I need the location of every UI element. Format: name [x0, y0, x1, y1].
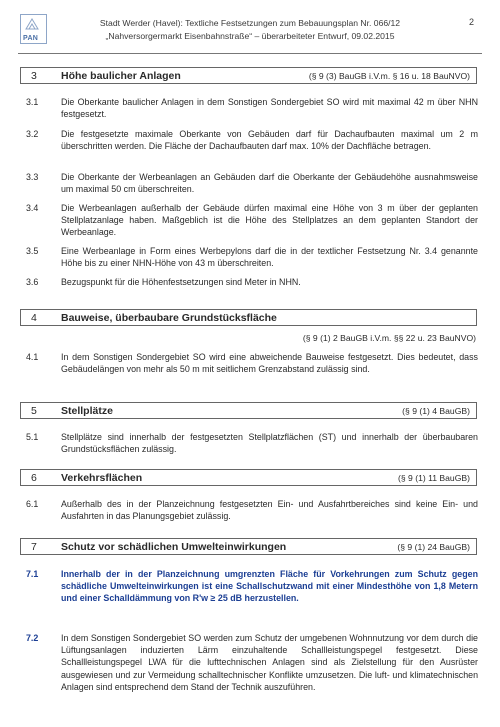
- clause-text: Die Oberkante der Werbeanlagen an Gebäuden darf die Oberkante der Gebäudehöhe ausnahmsweise um maximal 50 cm überschreiten.: [61, 172, 478, 195]
- logo-text: PAN: [23, 35, 39, 42]
- section-number: 6: [31, 472, 37, 484]
- clause-3-3: [26, 171, 478, 195]
- section-reference: (§ 9 (3) BauGB i.V.m. § 16 u. 18 BauNVO): [308, 71, 470, 81]
- section-title: Schutz vor schädlichen Umwelteinwirkungen: [61, 541, 287, 553]
- section-reference: (§ 9 (1) 11 BauGB): [398, 473, 470, 483]
- clause-number: 6.1: [26, 499, 39, 509]
- clause-text: In dem Sonstigen Sondergebiet SO werden zum Schutz der umgebenen Wohnnutzung vor dem durch die Lüftungsanlagen induzierten Lärm einzuhaltende Schallleistungspegel festgesetzt. Diese Schallleistungspegel LWA für die lufttechnischen Anlagen sind als Zielstellung für den Ausrüster ausgewiesen und zur Vermeidung schalltechnischer Konflikte umzusetzen. Die luft- und klimatechnischen Anlagen sind entsprechend dem Stand der Technik auszuführen.: [61, 633, 478, 692]
- clause-text: Die Werbeanlagen außerhalb der Gebäude dürfen maximal eine Höhe von 3 m über der geplanten Stellplatzanlage haben. Maßgeblich ist die Höhe des Stellplatzes an dem geplanten Standort der Werbeanlage.: [61, 203, 478, 238]
- clause-3-5: [26, 245, 478, 269]
- section-3-heading: [20, 67, 477, 84]
- clause-text: Stellplätze sind innerhalb der festgesetzten Stellplatzflächen (ST) und innerhalb der überbaubaren Grundstücksflächen zulässig.: [61, 432, 478, 455]
- section-reference: (§ 9 (1) 4 BauGB): [402, 406, 470, 416]
- header-line-2: „Nahversorgermarkt Eisenbahnstraße“ – überarbeiteter Entwurf, 09.02.2015: [105, 31, 395, 41]
- clause-number: 7.1: [26, 569, 39, 579]
- section-title: Bauweise, überbaubare Grundstücksfläche: [61, 312, 277, 324]
- clause-3-4: [26, 202, 478, 239]
- clause-3-1: [26, 96, 478, 120]
- section-6-heading: [20, 469, 477, 486]
- clause-number: 3.4: [26, 203, 39, 213]
- section-reference: (§ 9 (1) 24 BauGB): [397, 542, 470, 552]
- clause-number: 3.6: [26, 277, 39, 287]
- clause-3-6: [26, 276, 478, 288]
- section-number: 3: [31, 70, 37, 82]
- logo-mark-icon: [25, 18, 39, 30]
- clause-number: 7.2: [26, 633, 39, 643]
- section-4-heading: [20, 309, 477, 326]
- clause-6-1: [26, 498, 478, 522]
- header-line-1: Stadt Werder (Havel): Textliche Festsetzungen zum Bebauungsplan Nr. 066/12: [99, 18, 401, 28]
- clause-text: Die Oberkante baulicher Anlagen in dem Sonstigen Sondergebiet SO wird mit maximal 42 m über NHN festgesetzt.: [61, 97, 478, 120]
- clause-number: 4.1: [26, 352, 39, 362]
- clause-number: 3.5: [26, 246, 39, 256]
- clause-7-2: [26, 632, 478, 693]
- clause-number: 3.1: [26, 97, 39, 107]
- section-title: Höhe baulicher Anlagen: [61, 70, 181, 82]
- clause-text: Innerhalb der in der Planzeichnung umgrenzten Fläche für Vorkehrungen zum Schutz gegen schädliche Umwelteinwirkungen ist eine Schallschutzwand mit einer Mindesthöhe von 1,8 Metern und einer Schalldämmung von R'w ≥ 25 dB herzustellen.: [61, 569, 478, 604]
- section-number: 4: [31, 312, 37, 324]
- clause-number: 3.2: [26, 129, 39, 139]
- clause-number: 5.1: [26, 432, 39, 442]
- pan-logo: [20, 14, 47, 44]
- clause-text: In dem Sonstigen Sondergebiet SO wird eine abweichende Bauweise festgesetzt. Dies bedeutet, dass Gebäudelängen von mehr als 50 m mit seitlichem Grenzabstand zulässig sind.: [61, 352, 478, 375]
- clause-text: Eine Werbeanlage in Form eines Werbepylons darf die in der textlicher Festsetzung Nr. 3.4 genannte Höhe bis zu einer NHN-Höhe von 43 m überschreiten.: [61, 246, 478, 269]
- section-number: 7: [31, 541, 37, 553]
- section-7-heading: [20, 538, 477, 555]
- document-header: [60, 17, 440, 43]
- section-title: Stellplätze: [61, 405, 113, 417]
- page-number: 2: [468, 17, 474, 27]
- clause-text: Die festgesetzte maximale Oberkante von Gebäuden darf für Dachaufbauten maximal um 2 m überschritten werden. Die Fläche der Dachaufbauten darf max. 10% der Dachfläche betragen.: [61, 129, 478, 152]
- section-number: 5: [31, 405, 37, 417]
- header-divider: [18, 53, 482, 54]
- clause-5-1: [26, 431, 478, 455]
- clause-3-2: [26, 128, 478, 152]
- section-4-reference: (§ 9 (1) 2 BauGB i.V.m. §§ 22 u. 23 BauNVO): [302, 333, 476, 343]
- clause-4-1: [26, 351, 478, 375]
- section-5-heading: [20, 402, 477, 419]
- clause-number: 3.3: [26, 172, 39, 182]
- clause-text: Außerhalb des in der Planzeichnung festgesetzten Ein- und Ausfahrtbereiches sind keine Ein- und Ausfahrten in das Planungsgebiet zulässig.: [61, 499, 478, 522]
- section-title: Verkehrsflächen: [61, 472, 143, 484]
- clause-text: Bezugspunkt für die Höhenfestsetzungen sind Meter in NHN.: [61, 277, 301, 287]
- clause-7-1: [26, 568, 478, 605]
